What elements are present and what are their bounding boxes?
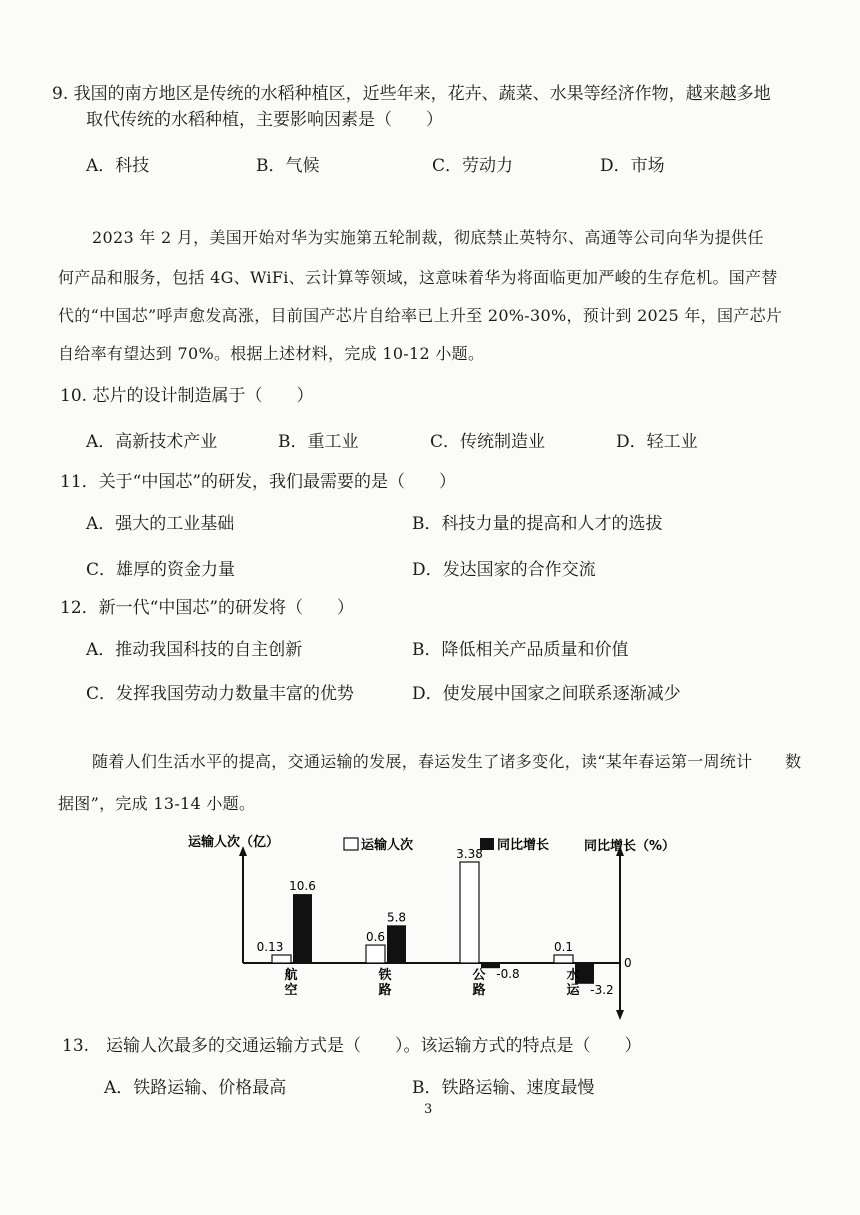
transport-chart — [180, 828, 700, 1024]
legend-swatch-passengers — [344, 838, 358, 850]
q11-stem: 11．关于“中国芯”的研发，我们最需要的是（ ） — [60, 472, 457, 492]
label-passengers-road: 3.38 — [456, 847, 483, 861]
category-label-road-2: 路 — [472, 983, 486, 998]
right-axis-arrow-down — [616, 1010, 624, 1020]
q9-option-d: D．市场 — [600, 156, 665, 176]
label-growth-aviation: 10.6 — [289, 879, 316, 894]
passage1-line1: 2023 年 2 月，美国开始对华为实施第五轮制裁，彻底禁止英特尔、高通等公司向华为提供任 — [92, 228, 764, 247]
q12-option-c: C．发挥我国劳动力数量丰富的优势 — [86, 684, 355, 704]
legend-label-passengers: 运输人次 — [361, 838, 414, 853]
q11-option-c: C．雄厚的资金力量 — [86, 560, 236, 580]
bar-passengers-aviation — [272, 955, 291, 963]
q9-stem-line1: 9. 我国的南方地区是传统的水稻种植区，近些年来，花卉、蔬菜、水果等经济作物，越来越多地 — [52, 84, 771, 104]
category-label-aviation-2: 空 — [284, 983, 298, 998]
passage2-line2: 据图”，完成 13-14 小题。 — [58, 794, 256, 813]
q12-stem: 12．新一代“中国芯”的研发将（ ） — [60, 598, 355, 618]
q9-option-c: C．劳动力 — [432, 156, 514, 176]
q10-stem: 10. 芯片的设计制造属于（ ） — [60, 386, 314, 406]
q11-option-a: A．强大的工业基础 — [86, 514, 235, 534]
label-passengers-railway: 0.6 — [365, 930, 386, 945]
category-label-aviation-1: 航 — [284, 968, 298, 983]
bar-passengers-waterway — [554, 955, 573, 963]
passage2-line1: 随着人们生活水平的提高，交通运输的发展，春运发生了诸多变化，读“某年春运第一周统计 数 — [92, 752, 802, 771]
label-passengers-waterway: 0.1 — [553, 940, 574, 954]
zero-label: 0 — [624, 956, 632, 970]
label-growth-road: -0.8 — [496, 967, 520, 982]
page-number: 3 — [424, 1102, 433, 1117]
q10-option-d: D．轻工业 — [616, 432, 698, 452]
label-growth-railway: 5.8 — [386, 910, 407, 925]
bar-passengers-road — [460, 862, 479, 963]
passage1-line4: 自给率有望达到 70%。根据上述材料，完成 10-12 小题。 — [58, 344, 485, 363]
q10-option-c: C．传统制造业 — [430, 432, 546, 452]
q12-option-d: D．使发展中国家之间联系逐渐减少 — [412, 684, 681, 704]
q13-option-a: A．铁路运输、价格最高 — [104, 1078, 287, 1098]
category-label-road-1: 公 — [472, 968, 486, 983]
q10-option-a: A．高新技术产业 — [86, 432, 218, 452]
q9-option-a: A．科技 — [86, 156, 150, 176]
label-growth-waterway: -3.2 — [590, 982, 614, 997]
right-axis-label: 同比增长（%） — [584, 839, 676, 854]
passage1-line3: 代的“中国芯”呼声愈发高涨，目前国产芯片自给率已上升至 20%-30%，预计到 2025 年，国产芯片 — [58, 306, 783, 325]
q12-option-a: A．推动我国科技的自主创新 — [86, 640, 303, 660]
q10-option-b: B．重工业 — [278, 432, 359, 452]
label-passengers-aviation: 0.13 — [256, 940, 284, 954]
q13-option-b: B．铁路运输、速度最慢 — [412, 1078, 595, 1098]
category-label-waterway-1: 水 — [566, 968, 580, 983]
category-label-railway-1: 铁 — [378, 968, 392, 983]
q12-option-b: B．降低相关产品质量和价值 — [412, 640, 629, 660]
legend-label-growth: 同比增长 — [497, 838, 550, 853]
q11-option-b: B．科技力量的提高和人才的选拔 — [412, 514, 663, 534]
bar-growth-aviation — [293, 894, 312, 963]
q13-stem: 13. 运输人次最多的交通运输方式是（ ）。该运输方式的特点是（ ） — [62, 1036, 642, 1056]
category-label-waterway-2: 运 — [566, 983, 580, 998]
q11-option-d: D．发达国家的合作交流 — [412, 560, 596, 580]
q9-option-b: B．气候 — [256, 156, 320, 176]
bar-growth-railway — [387, 925, 406, 963]
bar-passengers-railway — [366, 945, 385, 963]
q9-stem-line2: 取代传统的水稻种植，主要影响因素是（ ） — [86, 110, 443, 130]
category-label-railway-2: 路 — [378, 983, 392, 998]
passage1-line2: 何产品和服务，包括 4G、WiFi、云计算等领域，这意味着华为将面临更加严峻的生存危机。国产替 — [58, 268, 778, 287]
left-axis-label: 运输人次（亿） — [188, 835, 280, 850]
